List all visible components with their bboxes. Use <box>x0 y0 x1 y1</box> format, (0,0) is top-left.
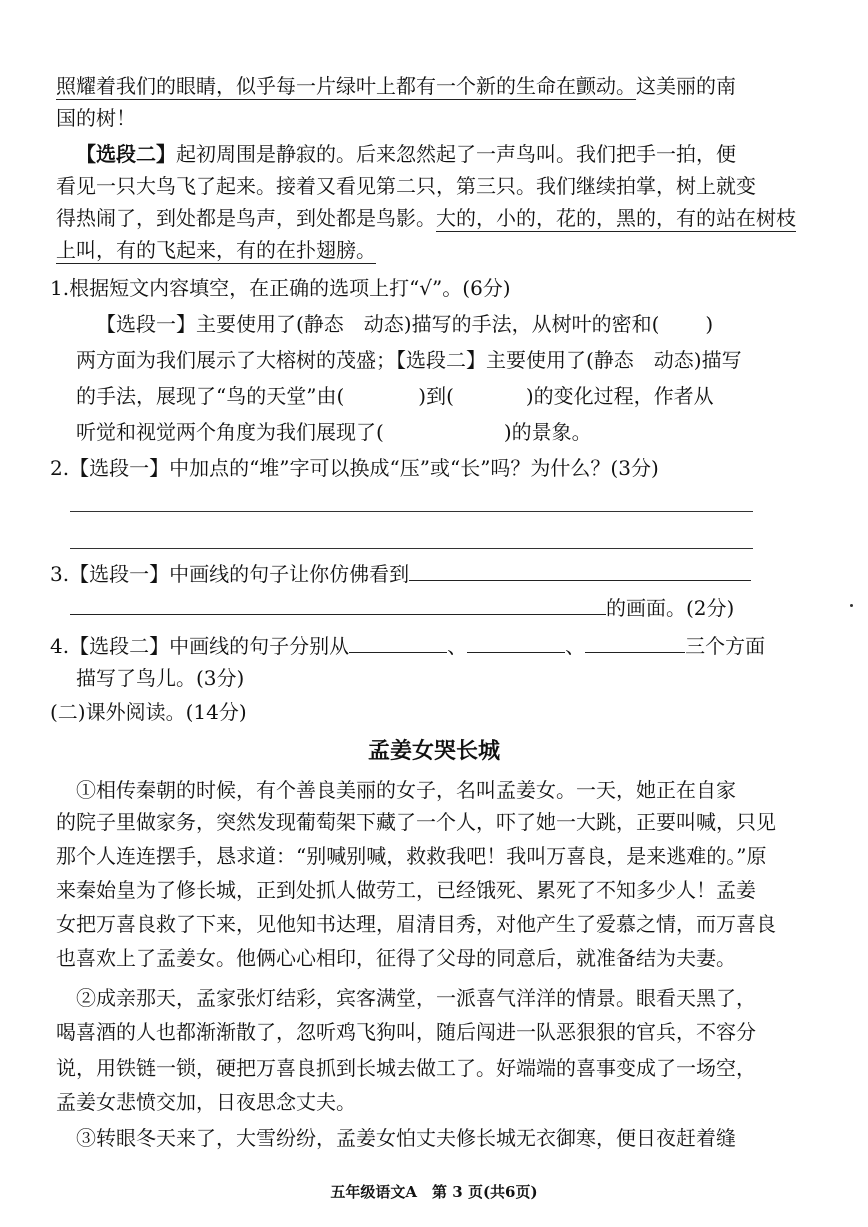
story-line: 说，用铁链一锁，硬把万喜良抓到长城去做工了。好端端的喜事变成了一场空， <box>56 1056 756 1080</box>
question-text: )的景象。 <box>503 420 592 444</box>
question-text: 的画面。(2分) <box>606 596 735 620</box>
scan-speck <box>850 604 853 607</box>
story-line: 的院子里做家务，突然发现葡萄架下藏了一个人，吓了她一大跳，正要叫喊，只见 <box>56 810 776 834</box>
passage-text: 起初周围是静寂的。后来忽然起了一声鸟叫。我们把手一拍，便 <box>176 142 736 166</box>
answer-line[interactable] <box>70 511 753 512</box>
question-1-line-3 <box>76 382 714 410</box>
story-line: 来秦始皇为了修长城，正到处抓人做劳工，已经饿死、累死了不知多少人！孟姜 <box>56 878 756 902</box>
question-1-stem: 1.根据短文内容填空，在正确的选项上打“√”。(6分) <box>50 276 511 300</box>
passage-b-line-1 <box>76 140 736 168</box>
question-text: 、 <box>447 634 468 658</box>
answer-line[interactable] <box>70 548 753 549</box>
question-text: )的变化过程，作者从 <box>525 384 714 408</box>
question-text: 4.【选段二】中画线的句子分别从 <box>50 634 350 658</box>
story-line: ③转眼冬天来了，大雪纷纷，孟姜女怕丈夫修长城无衣御寒，便日夜赶着缝 <box>76 1126 736 1150</box>
passage-b-line-3 <box>56 204 796 232</box>
question-text: 3.【选段一】中画线的句子让你仿佛看到 <box>50 562 410 586</box>
passage-a-line-2: 国的树！ <box>56 106 136 130</box>
question-2-stem: 2.【选段一】中加点的“堆”字可以换成“压”或“长”吗？为什么？(3分) <box>50 456 659 480</box>
question-3-line-2 <box>70 594 734 622</box>
passage-b-line-4 <box>56 236 376 264</box>
question-text: 听觉和视觉两个角度为我们展现了( <box>76 420 384 444</box>
question-3-line-1 <box>50 560 751 588</box>
passage-a-line-1 <box>56 72 736 100</box>
answer-blank[interactable] <box>409 560 751 581</box>
story-title: 孟姜女哭长城 <box>367 738 500 764</box>
story-line: ②成亲那天，孟家张灯结彩，宾客满堂，一派喜气洋洋的情景。眼看天黑了， <box>76 986 756 1010</box>
question-4-line-2: 描写了鸟儿。(3分) <box>76 666 245 690</box>
story-line: 女把万喜良救了下来，见他知书达理，眉清目秀，对他产生了爱慕之情，而万喜良 <box>56 912 776 936</box>
question-text: )到( <box>418 384 454 408</box>
page-footer: 五年级语文A 第 3 页(共6页) <box>330 1183 538 1201</box>
question-1-line-2: 两方面为我们展示了大榕树的茂盛；【选段二】主要使用了(静态 动态)描写 <box>76 348 742 372</box>
underlined-sentence: 照耀着我们的眼睛，似乎每一片绿叶上都有一个新的生命在颤动。 <box>56 74 636 98</box>
story-line: ①相传秦朝的时候，有个善良美丽的女子，名叫孟姜女。一天，她正在自家 <box>76 778 736 802</box>
question-text: 的手法，展现了“鸟的天堂”由( <box>76 384 345 408</box>
passage-b-label: 【选段二】 <box>76 142 176 166</box>
question-text: ) <box>705 312 714 336</box>
passage-text: 这美丽的南 <box>636 74 736 98</box>
question-text: 三个方面 <box>685 634 766 658</box>
story-line: 那个人连连摆手，恳求道：“别喊别喊，救救我吧！我叫万喜良，是来逃难的。”原 <box>56 844 767 868</box>
answer-blank[interactable] <box>349 632 447 653</box>
answer-blank[interactable] <box>467 632 565 653</box>
question-4-line-1 <box>50 632 765 660</box>
answer-blank[interactable] <box>585 632 685 653</box>
question-1-line-1 <box>96 310 713 338</box>
passage-b-line-2: 看见一只大鸟飞了起来。接着又看见第二只，第三只。我们继续拍掌，树上就变 <box>56 174 756 198</box>
underlined-sentence: 上叫，有的飞起来，有的在扑翅膀。 <box>56 238 376 262</box>
section-heading: (二)课外阅读。(14分) <box>50 700 247 724</box>
answer-blank[interactable] <box>70 594 606 615</box>
underlined-sentence: 大的，小的，花的，黑的，有的站在树枝 <box>436 206 796 230</box>
story-line: 孟姜女悲愤交加，日夜思念丈夫。 <box>56 1090 356 1114</box>
story-line: 喝喜酒的人也都渐渐散了，忽听鸡飞狗叫，随后闯进一队恶狠狠的官兵，不容分 <box>56 1020 756 1044</box>
question-text: 【选段一】主要使用了(静态 动态)描写的手法，从树叶的密和( <box>96 312 660 336</box>
story-line: 也喜欢上了孟姜女。他俩心心相印，征得了父母的同意后，就准备结为夫妻。 <box>56 946 736 970</box>
question-1-line-4 <box>76 418 592 446</box>
question-text: 、 <box>565 634 586 658</box>
passage-text: 得热闹了，到处都是鸟声，到处都是鸟影。 <box>56 206 436 230</box>
